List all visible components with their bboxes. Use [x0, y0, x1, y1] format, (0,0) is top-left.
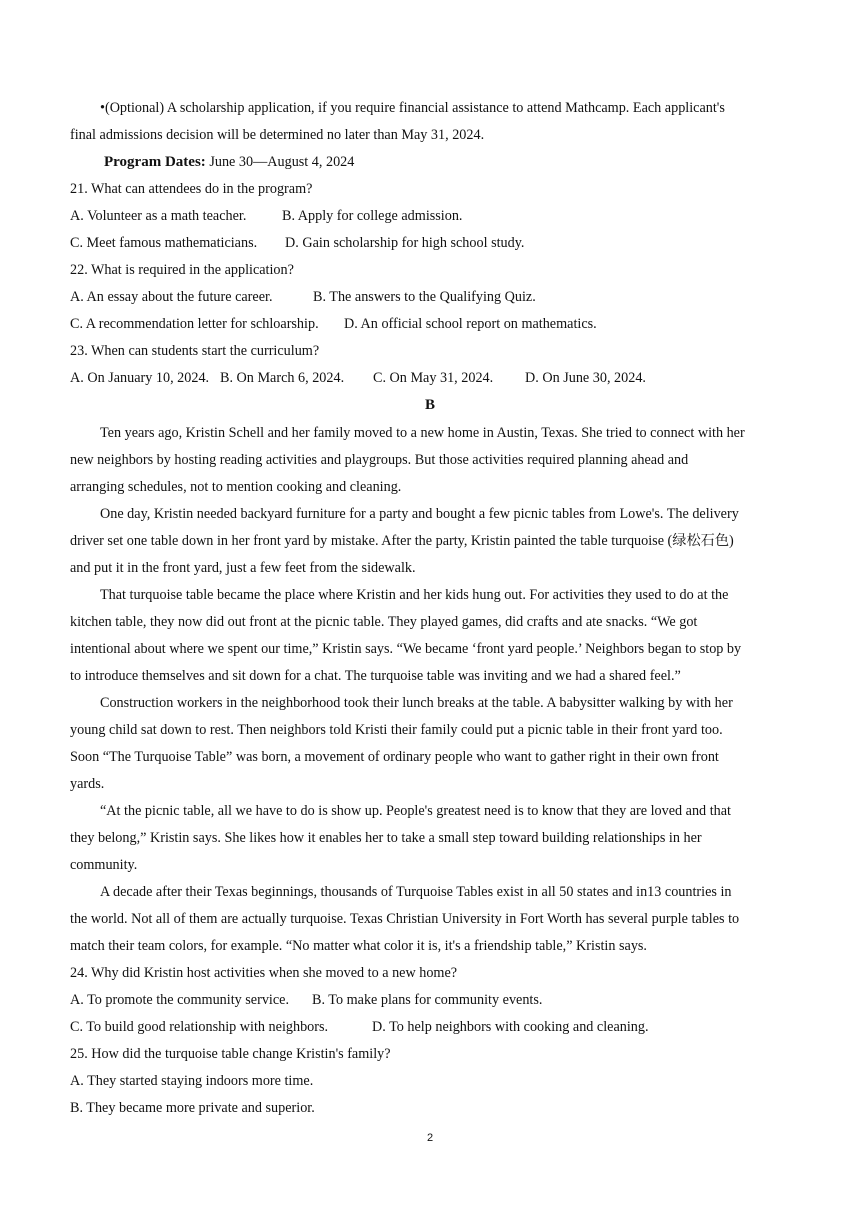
question-22-option-c: C. A recommendation letter for schloarship.: [70, 316, 319, 332]
question-24-option-d: D. To help neighbors with cooking and cleaning.: [372, 1019, 649, 1035]
passage-line: they belong,” Kristin says. She likes how it enables her to take a small step toward building relationships in her: [70, 830, 702, 846]
passage-line: young child sat down to rest. Then neighbors told Kristi their family could put a picnic table in their front yard too.: [70, 722, 723, 738]
question-21-option-b: B. Apply for college admission.: [282, 208, 463, 224]
question-21-option-c: C. Meet famous mathematicians.: [70, 235, 258, 251]
question-24-options-row-1: [70, 991, 542, 1009]
passage-line: the world. Not all of them are actually turquoise. Texas Christian University in Fort Worth has several purple tables to: [70, 911, 740, 927]
question-21-options-row-2: [70, 234, 524, 252]
passage-line: One day, Kristin needed backyard furniture for a party and bought a few picnic tables from Lowe's. The delivery: [100, 506, 739, 522]
passage-line: to introduce themselves and sit down for a chat. The turquoise table was inviting and we had a shared feel.”: [70, 668, 681, 684]
question-23-stem: 23. When can students start the curriculum?: [70, 343, 320, 359]
passage-line: match their team colors, for example. “No matter what color it is, it's a friendship table,” Kristin says.: [70, 938, 647, 954]
passage-line: A decade after their Texas beginnings, thousands of Turquoise Tables exist in all 50 states and in13 countries in: [100, 884, 732, 900]
question-23-options-row-1: [70, 369, 646, 387]
passage-line: That turquoise table became the place where Kristin and her kids hung out. For activities they used to do at the: [100, 587, 729, 603]
passage-line: Soon “The Turquoise Table” was born, a movement of ordinary people who want to gather right in their own front: [70, 749, 719, 765]
section-title: B: [424, 397, 435, 413]
question-25-stem: 25. How did the turquoise table change Kristin's family?: [70, 1046, 391, 1062]
question-23-option-c: C. On May 31, 2024.: [373, 370, 494, 386]
passage-line: kitchen table, they now did out front at the picnic table. They played games, did crafts and ate snacks. “We got: [70, 614, 698, 630]
passage-line: arranging schedules, not to mention cooking and cleaning.: [70, 479, 402, 495]
question-22-options-row-1: [70, 288, 536, 306]
question-22-option-b: B. The answers to the Qualifying Quiz.: [313, 289, 536, 305]
passage-line: intentional about where we spent our time,” Kristin says. “We became ‘front yard people.’ Neighbors began to stop by: [70, 641, 742, 657]
program-dates: [104, 153, 354, 171]
question-21-option-a: A. Volunteer as a math teacher.: [70, 208, 247, 224]
question-24-option-c: C. To build good relationship with neighbors.: [70, 1019, 329, 1035]
question-24-option-b: B. To make plans for community events.: [312, 992, 543, 1008]
question-23-option-b: B. On March 6, 2024.: [220, 370, 345, 386]
question-25-option-a: A. They started staying indoors more time.: [70, 1073, 314, 1089]
question-24-stem: 24. Why did Kristin host activities when she moved to a new home?: [70, 965, 458, 981]
question-23-option-a: A. On January 10, 2024.: [70, 370, 210, 386]
passage-line: Construction workers in the neighborhood took their lunch breaks at the table. A babysitter walking by with her: [100, 695, 733, 711]
question-21-option-d: D. Gain scholarship for high school study.: [285, 235, 525, 251]
question-21-stem: 21. What can attendees do in the program?: [70, 181, 313, 197]
question-24-options-row-2: [70, 1018, 649, 1036]
passage-line: driver set one table down in her front yard by mistake. After the party, Kristin painted the table turquoise (绿松石色): [70, 533, 734, 549]
question-22-option-d: D. An official school report on mathematics.: [344, 316, 597, 332]
page-number: 2: [426, 1132, 434, 1144]
question-25-option-b: B. They became more private and superior.: [70, 1100, 315, 1116]
question-22-options-row-2: [70, 315, 597, 333]
passage-line: yards.: [70, 776, 105, 792]
scholarship-note-line-1: •(Optional) A scholarship application, if you require financial assistance to attend Mathcamp. Each applicant's: [100, 100, 725, 116]
program-dates-value: June 30—August 4, 2024: [205, 154, 355, 170]
question-24-option-a: A. To promote the community service.: [70, 992, 289, 1008]
passage-line: “At the picnic table, all we have to do is show up. People's greatest need is to know that they are loved and that: [100, 803, 731, 819]
scholarship-note-line-2: final admissions decision will be determined no later than May 31, 2024.: [70, 127, 485, 143]
question-23-option-d: D. On June 30, 2024.: [525, 370, 646, 386]
question-21-options-row-1: [70, 207, 462, 225]
passage-line: Ten years ago, Kristin Schell and her family moved to a new home in Austin, Texas. She tried to connect with her: [100, 425, 745, 441]
program-dates-label: Program Dates:: [104, 154, 206, 170]
passage-line: community.: [70, 857, 138, 873]
question-22-option-a: A. An essay about the future career.: [70, 289, 273, 305]
passage-line: new neighbors by hosting reading activities and playgroups. But those activities required planning ahead and: [70, 452, 689, 468]
passage-line: and put it in the front yard, just a few feet from the sidewalk.: [70, 560, 416, 576]
question-22-stem: 22. What is required in the application?: [70, 262, 294, 278]
